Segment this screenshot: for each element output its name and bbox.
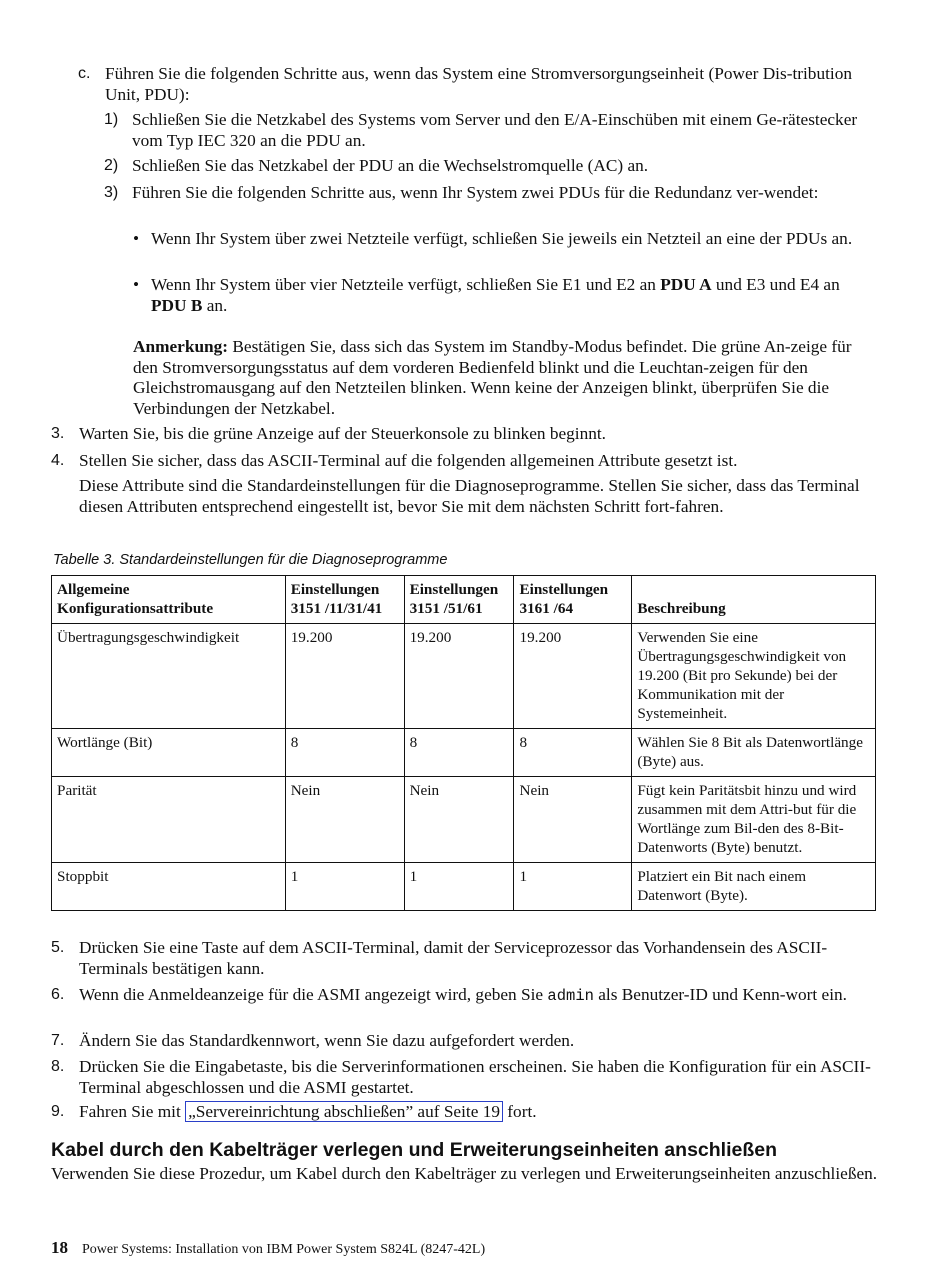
bullet-2 [133, 275, 863, 316]
substep-1 [104, 110, 869, 151]
header-settings-3161-64: Einstellungen 3161 /64 [514, 576, 632, 624]
section-heading: Kabel durch den Kabelträger verlegen und Erweiterungseinheiten anschließen [51, 1139, 778, 1161]
bullet-1 [133, 229, 863, 250]
note-label: Anmerkung: [133, 337, 229, 356]
step-text: Drücken Sie eine Taste auf dem ASCII-Terminal, damit der Serviceprozessor das Vorhandensein des ASCII-Terminals bestätigen kann. [79, 938, 828, 978]
step-c-marker: c. [78, 65, 91, 82]
table-cell: 8 [285, 729, 404, 777]
note-text: Bestätigen Sie, dass sich das System im Standby-Modus befindet. Die grüne An-zeige für den Stromversorgungsstatus auf dem vorderen Bedienfeld blinkt und die Leuchtan-zeigen für den Gleichstromausgang auf den Netzteilen blinken. Wenn keine der Anzeigen blinkt, überprüfen Sie die Verbindungen der Netzkabel. [133, 337, 852, 418]
step-text: Drücken Sie die Eingabetaste, bis die Serverinformationen erscheinen. Sie haben die Konfiguration für ein ASCII-Terminal abgeschlossen und die ASMI gestartet. [79, 1057, 871, 1097]
substep-2 [104, 156, 869, 177]
table-caption: Tabelle 3. Standardeinstellungen für die Diagnoseprogramme [53, 552, 448, 568]
section-intro: Verwenden Sie diese Prozedur, um Kabel durch den Kabelträger zu verlegen und Erweiterungseinheiten anzuschließen. [51, 1164, 878, 1183]
step-9 [51, 1102, 876, 1123]
note [133, 337, 866, 419]
table-cell: Nein [404, 777, 514, 863]
step-c-text: Führen Sie die folgenden Schritte aus, wenn das System eine Stromversorgungseinheit (Power Dis-tribution Unit, PDU): [105, 64, 852, 104]
table-cell: 8 [404, 729, 514, 777]
pdu-b-label: PDU B [151, 295, 203, 315]
step-marker: 8. [51, 1058, 65, 1075]
step-text: Warten Sie, bis die grüne Anzeige auf der Steuerkonsole zu blinken beginnt. [79, 424, 606, 443]
table-cell: Verwenden Sie eine Übertragungsgeschwindigkeit von 19.200 (Bit pro Sekunde) bei der Kommunikation mit der Systemeinheit. [632, 624, 876, 729]
pdu-a-label: PDU A [660, 275, 712, 294]
step-6 [51, 985, 876, 1007]
footer-title: Power Systems: Installation von IBM Power System S824L (8247-42L) [82, 1242, 486, 1257]
table-cell: Wortlänge (Bit) [52, 729, 286, 777]
step-5 [51, 938, 876, 979]
cross-reference-link[interactable]: „Servereinrichtung abschließen” auf Seite 19 [185, 1101, 503, 1122]
step-4-paragraph: Diese Attribute sind die Standardeinstellungen für die Diagnoseprogramme. Stellen Sie sicher, dass das Terminal diesen Attributen entsprechend eingestellt ist, bevor Sie mit dem nächsten Schritt fort-fahren. [79, 476, 860, 516]
header-settings-3151-51: Einstellungen 3151 /51/61 [404, 576, 514, 624]
table-header-row [52, 576, 876, 624]
step-marker: 7. [51, 1032, 65, 1049]
step-4 [51, 451, 876, 472]
step-7 [51, 1031, 876, 1052]
table-cell: Fügt kein Paritätsbit hinzu und wird zusammen mit dem Attri-but für die Wortlänge zum Bil-den des 8-Bit-Datenworts (Byte) benutzt. [632, 777, 876, 863]
step-marker: 4. [51, 452, 65, 469]
step-text: Wenn die Anmeldeanzeige für die ASMI angezeigt wird, geben Sie admin als Benutzer-ID und Kenn-wort ein. [79, 985, 847, 1005]
table-cell: Parität [52, 777, 286, 863]
bullet-dot: • [133, 275, 140, 294]
bullet-text: Wenn Ihr System über vier Netzteile verfügt, schließen Sie E1 und E2 an PDU A und E3 und E4 an PDU B an. [151, 275, 840, 315]
bullet-dot: • [133, 229, 140, 248]
step-c [78, 64, 878, 105]
header-attribute: Allgemeine Konfigurationsattribute [52, 576, 286, 624]
table-cell: 1 [514, 863, 632, 911]
table-row [52, 729, 876, 777]
step-text: Ändern Sie das Standardkennwort, wenn Sie dazu aufgefordert werden. [79, 1031, 575, 1050]
step-marker: 6. [51, 986, 65, 1003]
table-cell: 8 [514, 729, 632, 777]
table-cell: 1 [285, 863, 404, 911]
table-cell: Nein [285, 777, 404, 863]
header-settings-3151-11: Einstellungen 3151 /11/31/41 [285, 576, 404, 624]
substep-marker: 2) [104, 157, 119, 174]
table-row [52, 624, 876, 729]
bullet-text: Wenn Ihr System über zwei Netzteile verfügt, schließen Sie jeweils ein Netzteil an eine der PDUs an. [151, 229, 853, 248]
table-cell: 19.200 [404, 624, 514, 729]
step-marker: 5. [51, 939, 65, 956]
step-8 [51, 1057, 876, 1098]
substep-text: Führen Sie die folgenden Schritte aus, wenn Ihr System zwei PDUs für die Redundanz ver-wendet: [132, 183, 819, 202]
substep-marker: 3) [104, 184, 119, 201]
table-cell: 19.200 [285, 624, 404, 729]
step-text: Fahren Sie mit „Servereinrichtung abschließen” auf Seite 19 fort. [79, 1102, 537, 1121]
table-cell: Stoppbit [52, 863, 286, 911]
substep-marker: 1) [104, 111, 119, 128]
substep-text: Schließen Sie die Netzkabel des Systems vom Server und den E/A-Einschüben mit einem Ge-rätestecker vom Typ IEC 320 an die PDU an. [132, 110, 858, 150]
table-cell: 1 [404, 863, 514, 911]
step-text: Stellen Sie sicher, dass das ASCII-Terminal auf die folgenden allgemeinen Attribute gesetzt ist. [79, 451, 738, 470]
step-3 [51, 424, 876, 445]
table-cell: Wählen Sie 8 Bit als Datenwortlänge (Byte) aus. [632, 729, 876, 777]
table-cell: Nein [514, 777, 632, 863]
table-row [52, 863, 876, 911]
step-marker: 3. [51, 425, 65, 442]
page-number: 18 [51, 1238, 68, 1257]
page-footer [51, 1238, 485, 1261]
table-cell: 19.200 [514, 624, 632, 729]
table-cell: Platziert ein Bit nach einem Datenwort (Byte). [632, 863, 876, 911]
substep-text: Schließen Sie das Netzkabel der PDU an die Wechselstromquelle (AC) an. [132, 156, 649, 175]
table-cell: Übertragungsgeschwindigkeit [52, 624, 286, 729]
diagnostics-settings-table [51, 575, 876, 911]
admin-code: admin [547, 987, 594, 1005]
table-row [52, 777, 876, 863]
substep-3 [104, 183, 869, 204]
header-description: Beschreibung [632, 576, 876, 624]
step-marker: 9. [51, 1103, 65, 1120]
